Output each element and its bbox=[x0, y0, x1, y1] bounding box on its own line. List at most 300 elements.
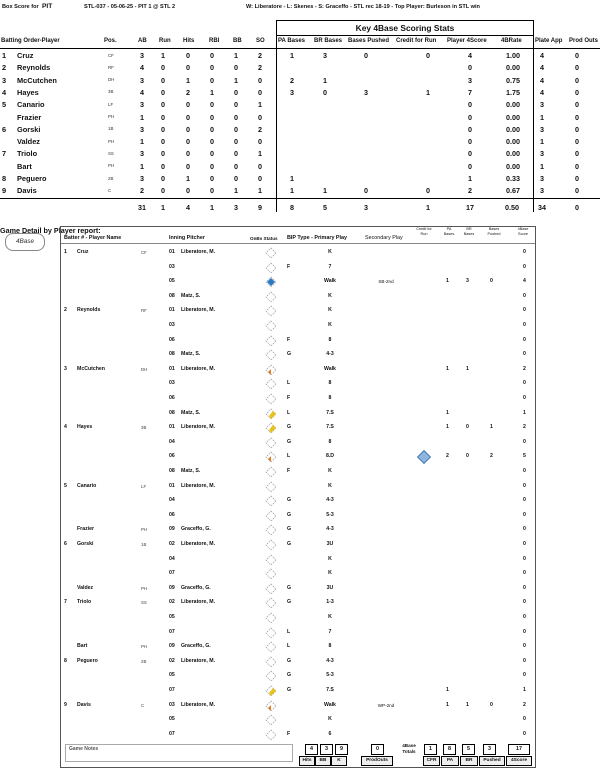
detail-row bbox=[61, 567, 535, 581]
detail-pit: Matz, S. bbox=[181, 409, 201, 416]
box-row-number: 7 bbox=[2, 149, 7, 159]
diamond-outline bbox=[266, 394, 276, 404]
diamond-outline bbox=[266, 555, 276, 565]
detail-name: Gorski bbox=[77, 541, 94, 547]
onbase-diamond-icon bbox=[265, 408, 277, 420]
box-cell-score: 1 bbox=[468, 174, 472, 183]
detail-name: Bart bbox=[77, 643, 88, 650]
detail-row bbox=[61, 436, 535, 450]
detail-num: 1 bbox=[64, 249, 67, 255]
detail-pa: 1 bbox=[446, 701, 449, 708]
box-cell-score: 0 bbox=[468, 100, 472, 110]
onbase-diamond-icon bbox=[265, 729, 277, 741]
box-cell-run: 0 bbox=[161, 112, 165, 122]
diamond-outline bbox=[266, 482, 276, 492]
detail-br: 1 bbox=[466, 365, 469, 372]
box-cell-ab: 3 bbox=[140, 75, 144, 85]
box-total-app: 34 bbox=[538, 203, 546, 212]
detail-pp: K bbox=[328, 482, 332, 489]
box-cell-po: 0 bbox=[575, 149, 579, 159]
diamond-outline bbox=[266, 569, 276, 579]
detail-sc: 2 bbox=[523, 424, 526, 431]
detail-num: 4 bbox=[64, 424, 67, 431]
game-notes[interactable]: Game Notes bbox=[65, 744, 293, 762]
detail-inn: 03 bbox=[169, 263, 175, 270]
diamond-outline bbox=[266, 248, 276, 258]
detail-inn: 01 bbox=[169, 249, 175, 255]
diamond-outline bbox=[266, 628, 276, 638]
box-cell-run: 0 bbox=[161, 174, 165, 183]
detail-pp: K bbox=[328, 614, 332, 620]
box-cell-so: 1 bbox=[258, 100, 262, 110]
box-row-player-name: Bart bbox=[17, 161, 32, 171]
detail-inn: 01 bbox=[169, 482, 175, 489]
box-cell-score: 0 bbox=[468, 63, 472, 73]
detail-sc: 0 bbox=[523, 628, 526, 635]
detail-sc: 0 bbox=[523, 336, 526, 343]
detail-sc: 0 bbox=[523, 570, 526, 577]
box-cell-rbi: 0 bbox=[210, 51, 214, 60]
box-cell-so: 2 bbox=[258, 124, 262, 134]
box-cell-rbi: 1 bbox=[210, 87, 214, 97]
box-cell-app: 4 bbox=[540, 63, 544, 73]
detail-bip: G bbox=[287, 351, 292, 358]
detail-sc: 0 bbox=[523, 380, 526, 387]
box-cell-so: 1 bbox=[258, 149, 262, 159]
detail-sc: 0 bbox=[523, 730, 526, 737]
col-header-rbi: RBI bbox=[209, 38, 220, 44]
detail-sec: SB-2nd bbox=[378, 279, 394, 285]
detail-pp: 7 bbox=[328, 628, 332, 635]
detail-pos: RF bbox=[141, 308, 147, 314]
detail-num: 7 bbox=[64, 599, 67, 606]
box-cell-pa: 3 bbox=[290, 87, 294, 97]
diamond-outline bbox=[266, 321, 276, 331]
detail-inn: 01 bbox=[169, 424, 175, 431]
detail-sc: 0 bbox=[523, 249, 526, 255]
box-cell-app: 4 bbox=[540, 87, 544, 97]
detail-row bbox=[61, 363, 535, 377]
detail-inn: 09 bbox=[169, 526, 175, 533]
box-cell-app: 3 bbox=[540, 124, 544, 134]
onbase-diamond-icon bbox=[265, 685, 277, 697]
box-cell-po: 0 bbox=[575, 186, 579, 196]
box-cell-ab: 1 bbox=[140, 137, 144, 147]
box-cell-hits: 0 bbox=[186, 186, 190, 196]
box-total-pa: 8 bbox=[290, 203, 294, 212]
box-cell-rbi: 0 bbox=[210, 149, 214, 159]
box-cell-pa: 1 bbox=[290, 174, 294, 183]
box-cell-rate: 0.00 bbox=[506, 161, 520, 171]
diamond-outline bbox=[266, 642, 276, 652]
onbase-diamond-icon bbox=[265, 481, 277, 493]
detail-bip: G bbox=[287, 657, 292, 664]
box-cell-score: 0 bbox=[468, 137, 472, 147]
box-cell-hits: 1 bbox=[186, 174, 190, 183]
box-total-po: 0 bbox=[575, 203, 579, 212]
detail-pit: Matz, S. bbox=[181, 292, 201, 299]
onbase-diamond-icon bbox=[265, 583, 277, 595]
box-row-position: LF bbox=[108, 101, 114, 107]
detail-pos: C bbox=[141, 702, 145, 708]
header-summary: W: Liberatore - L: Skenes - S: Graceffo - STL rec 18-19 - Top Player: Burleson in STL win bbox=[246, 4, 480, 10]
detail-sc: 0 bbox=[523, 599, 526, 606]
detail-pos: CF bbox=[141, 250, 147, 255]
detail-pa: 1 bbox=[446, 687, 449, 693]
detail-pp: Walk bbox=[324, 365, 336, 372]
box-cell-app: 3 bbox=[540, 149, 544, 159]
detail-pp: 3U bbox=[326, 584, 334, 591]
detail-sc: 0 bbox=[523, 292, 526, 299]
box-cell-bb: 0 bbox=[234, 100, 238, 110]
box-row-position: C bbox=[108, 187, 112, 193]
box-cell-rbi: 0 bbox=[210, 112, 214, 122]
box-row-position: RF bbox=[108, 64, 114, 70]
onbase-diamond-icon bbox=[265, 670, 277, 682]
detail-num: 9 bbox=[64, 701, 67, 708]
box-row-position: SS bbox=[108, 150, 114, 156]
detail-pit: Liberatore, M. bbox=[181, 482, 216, 489]
foot-bb-value: 3 bbox=[320, 744, 333, 755]
box-cell-po: 0 bbox=[575, 100, 579, 110]
box-cell-po: 0 bbox=[575, 161, 579, 171]
col-header-pa-bases: PA Bases bbox=[278, 38, 306, 44]
box-row-number: 3 bbox=[2, 75, 7, 85]
box-cell-pa: 1 bbox=[290, 51, 294, 60]
detail-row bbox=[61, 319, 535, 333]
detail-bip: G bbox=[287, 511, 292, 518]
box-cell-so: 2 bbox=[258, 51, 262, 60]
detail-bip: L bbox=[287, 380, 291, 387]
detail-pp: K bbox=[328, 716, 332, 723]
detail-row bbox=[61, 611, 535, 625]
header-game: STL-037 - 05-06-25 - PIT 1 @ STL 2 bbox=[84, 4, 176, 10]
detail-pit: Graceffo, G. bbox=[181, 584, 211, 591]
box-cell-score: 0 bbox=[468, 112, 472, 122]
detail-bip: L bbox=[287, 643, 291, 650]
box-cell-rbi: 0 bbox=[210, 63, 214, 73]
detail-inn: 01 bbox=[169, 365, 175, 372]
detail-pp: 7 bbox=[328, 263, 332, 270]
box-cell-app: 1 bbox=[540, 112, 544, 122]
detail-pa: 1 bbox=[446, 409, 449, 416]
diamond-outline bbox=[266, 511, 276, 521]
detail-pp: 3U bbox=[326, 541, 334, 547]
box-cell-po: 0 bbox=[575, 75, 579, 85]
col-header-ab: AB bbox=[138, 38, 147, 44]
box-cell-hits: 0 bbox=[186, 149, 190, 159]
detail-inn: 04 bbox=[169, 555, 175, 562]
box-cell-br: 0 bbox=[323, 87, 327, 97]
box-cell-bb: 1 bbox=[234, 75, 238, 85]
box-cell-br: 3 bbox=[323, 51, 327, 60]
detail-row bbox=[61, 684, 535, 698]
box-cell-run: 0 bbox=[161, 149, 165, 159]
detail-inn: 02 bbox=[169, 599, 175, 606]
detail-inn: 05 bbox=[169, 614, 175, 620]
run-scored-marker bbox=[267, 278, 275, 286]
box-row-player-name: Triolo bbox=[17, 149, 38, 159]
onbase-diamond-icon bbox=[265, 495, 277, 507]
box-cell-score: 0 bbox=[468, 124, 472, 134]
4base-logo: 4Base bbox=[5, 233, 45, 251]
detail-row bbox=[61, 509, 535, 523]
box-cell-bp: 3 bbox=[364, 87, 368, 97]
detail-inn: 08 bbox=[169, 351, 175, 358]
detail-inn: 04 bbox=[169, 497, 175, 504]
detail-row bbox=[61, 626, 535, 640]
box-cell-po: 0 bbox=[575, 87, 579, 97]
detail-bip: G bbox=[287, 672, 292, 679]
onbase-diamond-icon bbox=[265, 554, 277, 566]
foot-k-value: 9 bbox=[335, 744, 348, 755]
detail-pp: 8 bbox=[328, 395, 332, 401]
foot-cfr-label: CFR bbox=[423, 756, 440, 766]
detail-pit: Liberatore, M. bbox=[181, 701, 216, 708]
box-cell-run: 0 bbox=[161, 87, 165, 97]
detail-row bbox=[61, 348, 535, 362]
box-total-ab: 31 bbox=[138, 203, 146, 212]
box-total-br: 5 bbox=[323, 203, 327, 212]
detail-num: 5 bbox=[64, 482, 67, 489]
reached-base-marker bbox=[268, 456, 271, 462]
onbase-diamond-icon bbox=[265, 393, 277, 405]
detail-pa: 1 bbox=[446, 278, 449, 285]
detail-inn: 03 bbox=[169, 701, 175, 708]
detail-sc: 0 bbox=[523, 322, 526, 328]
detail-row bbox=[61, 669, 535, 683]
box-cell-rbi: 0 bbox=[210, 75, 214, 85]
box-cell-rate: 0.00 bbox=[506, 100, 520, 110]
foot-pushed-label: Pushed bbox=[479, 756, 505, 766]
box-cell-rate: 0.00 bbox=[506, 124, 520, 134]
detail-pos: 3B bbox=[141, 425, 147, 431]
diamond-outline bbox=[266, 613, 276, 623]
box-cell-rate: 1.75 bbox=[506, 87, 520, 97]
box-row-number: 1 bbox=[2, 51, 7, 60]
detail-br: 0 bbox=[466, 424, 469, 431]
detail-row bbox=[61, 377, 535, 391]
box-cell-so: 0 bbox=[258, 174, 262, 183]
box-cell-po: 0 bbox=[575, 51, 579, 60]
dh-score: 4Base Score bbox=[517, 227, 529, 236]
box-row-position: 1B bbox=[108, 126, 114, 132]
onbase-diamond-icon bbox=[265, 320, 277, 332]
detail-br: 1 bbox=[466, 701, 469, 708]
detail-pp: 8 bbox=[328, 380, 332, 387]
diamond-outline bbox=[266, 671, 276, 681]
header-rule bbox=[0, 48, 600, 49]
box-cell-ab: 3 bbox=[140, 51, 144, 60]
foot-pushed-value: 3 bbox=[483, 744, 496, 755]
box-cell-hits: 1 bbox=[186, 75, 190, 85]
box-total-bb: 3 bbox=[234, 203, 238, 212]
detail-name: Cruz bbox=[77, 249, 89, 255]
detail-bip: G bbox=[287, 438, 292, 445]
onbase-diamond-icon bbox=[265, 524, 277, 536]
detail-row bbox=[61, 450, 535, 464]
detail-num: 8 bbox=[64, 657, 67, 664]
key-stats-frame bbox=[276, 35, 534, 212]
diamond-outline bbox=[266, 584, 276, 594]
detail-inn: 07 bbox=[169, 687, 175, 693]
box-cell-bb: 0 bbox=[234, 174, 238, 183]
box-cell-so: 0 bbox=[258, 87, 262, 97]
box-cell-bb: 1 bbox=[234, 51, 238, 60]
detail-inn: 07 bbox=[169, 570, 175, 577]
box-cell-cfr: 0 bbox=[426, 51, 430, 60]
detail-row bbox=[61, 538, 535, 552]
box-total-cfr: 1 bbox=[426, 203, 430, 212]
diamond-outline bbox=[266, 540, 276, 550]
detail-sc: 5 bbox=[523, 453, 526, 460]
box-cell-app: 3 bbox=[540, 100, 544, 110]
detail-pp: K bbox=[328, 468, 332, 474]
detail-inn: 06 bbox=[169, 336, 175, 343]
box-cell-br: 1 bbox=[323, 75, 327, 85]
detail-inn: 09 bbox=[169, 584, 175, 591]
detail-sc: 0 bbox=[523, 643, 526, 650]
detail-inn: 06 bbox=[169, 453, 175, 460]
detail-bp: 0 bbox=[490, 701, 493, 708]
box-cell-cfr: 0 bbox=[426, 186, 430, 196]
onbase-diamond-icon bbox=[265, 641, 277, 653]
box-cell-rbi: 0 bbox=[210, 161, 214, 171]
detail-pp: 6 bbox=[328, 730, 332, 737]
detail-row bbox=[61, 290, 535, 304]
box-cell-run: 0 bbox=[161, 63, 165, 73]
box-cell-bb: 0 bbox=[234, 124, 238, 134]
detail-row bbox=[61, 261, 535, 275]
detail-pos: PH bbox=[141, 527, 148, 533]
detail-pp: 7.S bbox=[326, 424, 334, 431]
detail-pit: Liberatore, M. bbox=[181, 365, 216, 372]
detail-inn: 08 bbox=[169, 409, 175, 416]
detail-bip: G bbox=[287, 584, 292, 591]
box-row-number: 6 bbox=[2, 124, 7, 134]
box-cell-bb: 0 bbox=[234, 112, 238, 122]
detail-bip: G bbox=[287, 526, 292, 533]
box-cell-ab: 4 bbox=[140, 87, 144, 97]
diamond-outline bbox=[266, 598, 276, 608]
box-cell-score: 2 bbox=[468, 186, 472, 196]
dh-inning: Inning Pitcher bbox=[169, 235, 205, 241]
detail-inn: 07 bbox=[169, 628, 175, 635]
box-cell-ab: 3 bbox=[140, 124, 144, 134]
dh-batter: Batter # - Player Name bbox=[64, 235, 122, 241]
box-cell-po: 0 bbox=[575, 137, 579, 147]
box-cell-hits: 0 bbox=[186, 51, 190, 60]
key-stats-title: Key 4Base Scoring Stats bbox=[276, 20, 534, 36]
detail-pp: 7.S bbox=[326, 687, 334, 693]
detail-inn: 08 bbox=[169, 292, 175, 299]
detail-name: Peguero bbox=[77, 657, 98, 664]
box-row-position: 2B bbox=[108, 175, 114, 181]
detail-sc: 0 bbox=[523, 468, 526, 474]
box-row-position: DH bbox=[108, 77, 115, 83]
box-total-run: 1 bbox=[161, 203, 165, 212]
foot-br-value: 5 bbox=[462, 744, 475, 755]
detail-row bbox=[61, 421, 535, 435]
detail-pa: 1 bbox=[446, 365, 449, 372]
dh-onbs: OnBs Status bbox=[250, 236, 278, 241]
onbase-diamond-icon bbox=[265, 627, 277, 639]
detail-bip: F bbox=[287, 395, 291, 401]
onbase-diamond-icon bbox=[265, 276, 277, 288]
box-cell-rbi: 0 bbox=[210, 137, 214, 147]
detail-br: 0 bbox=[466, 453, 469, 460]
detail-row bbox=[61, 713, 535, 727]
box-cell-po: 0 bbox=[575, 124, 579, 134]
onbase-diamond-icon bbox=[265, 700, 277, 712]
detail-pp: K bbox=[328, 570, 332, 577]
detail-inn: 02 bbox=[169, 541, 175, 547]
detail-pit: Liberatore, M. bbox=[181, 599, 216, 606]
box-cell-run: 0 bbox=[161, 137, 165, 147]
box-cell-bb: 0 bbox=[234, 137, 238, 147]
box-cell-so: 1 bbox=[258, 186, 262, 196]
diamond-outline bbox=[266, 657, 276, 667]
box-cell-score: 0 bbox=[468, 149, 472, 159]
detail-pp: 8.D bbox=[325, 453, 335, 460]
box-row-position: PH bbox=[108, 114, 115, 119]
detail-inn: 03 bbox=[169, 322, 175, 328]
detail-pit: Liberatore, M. bbox=[181, 541, 216, 547]
detail-pit: Graceffo, G. bbox=[181, 643, 211, 650]
detail-bip: F bbox=[287, 263, 291, 270]
box-cell-rate: 1.00 bbox=[506, 51, 520, 60]
detail-bp: 2 bbox=[490, 453, 493, 460]
detail-row bbox=[61, 655, 535, 669]
box-cell-so: 0 bbox=[258, 137, 262, 147]
detail-sc: 0 bbox=[523, 307, 526, 314]
detail-pos: PH bbox=[141, 644, 148, 650]
foot-br-label: BR bbox=[460, 756, 478, 766]
onbase-diamond-icon bbox=[265, 597, 277, 609]
box-cell-bp: 0 bbox=[364, 51, 368, 60]
box-cell-app: 4 bbox=[540, 75, 544, 85]
detail-pp: 4-3 bbox=[326, 351, 334, 358]
detail-name: Frazier bbox=[77, 526, 95, 533]
box-cell-so: 0 bbox=[258, 161, 262, 171]
box-cell-app: 4 bbox=[540, 51, 544, 60]
detail-sc: 2 bbox=[523, 701, 526, 708]
box-row-player-name: Davis bbox=[17, 186, 37, 196]
detail-pp: K bbox=[328, 322, 332, 328]
box-cell-rate: 0.67 bbox=[506, 186, 520, 196]
box-total-rate: 0.50 bbox=[505, 203, 519, 212]
box-cell-run: 0 bbox=[161, 161, 165, 171]
box-cell-po: 0 bbox=[575, 112, 579, 122]
onbase-diamond-icon bbox=[265, 335, 277, 347]
box-cell-rbi: 0 bbox=[210, 124, 214, 134]
box-cell-score: 7 bbox=[468, 87, 472, 97]
detail-inn: 02 bbox=[169, 657, 175, 664]
box-cell-hits: 0 bbox=[186, 137, 190, 147]
col-header-pos: Pos. bbox=[104, 38, 117, 44]
box-row-position: 3B bbox=[108, 89, 114, 95]
detail-num: 3 bbox=[64, 365, 67, 372]
box-cell-po: 0 bbox=[575, 63, 579, 73]
detail-sc: 0 bbox=[523, 614, 526, 620]
diamond-outline bbox=[266, 379, 276, 389]
box-row-number: 9 bbox=[2, 186, 7, 196]
diamond-outline bbox=[266, 730, 276, 740]
box-cell-hits: 2 bbox=[186, 87, 190, 97]
detail-row bbox=[61, 304, 535, 318]
box-row-player-name: Frazier bbox=[17, 112, 42, 122]
box-cell-hits: 0 bbox=[186, 63, 190, 73]
